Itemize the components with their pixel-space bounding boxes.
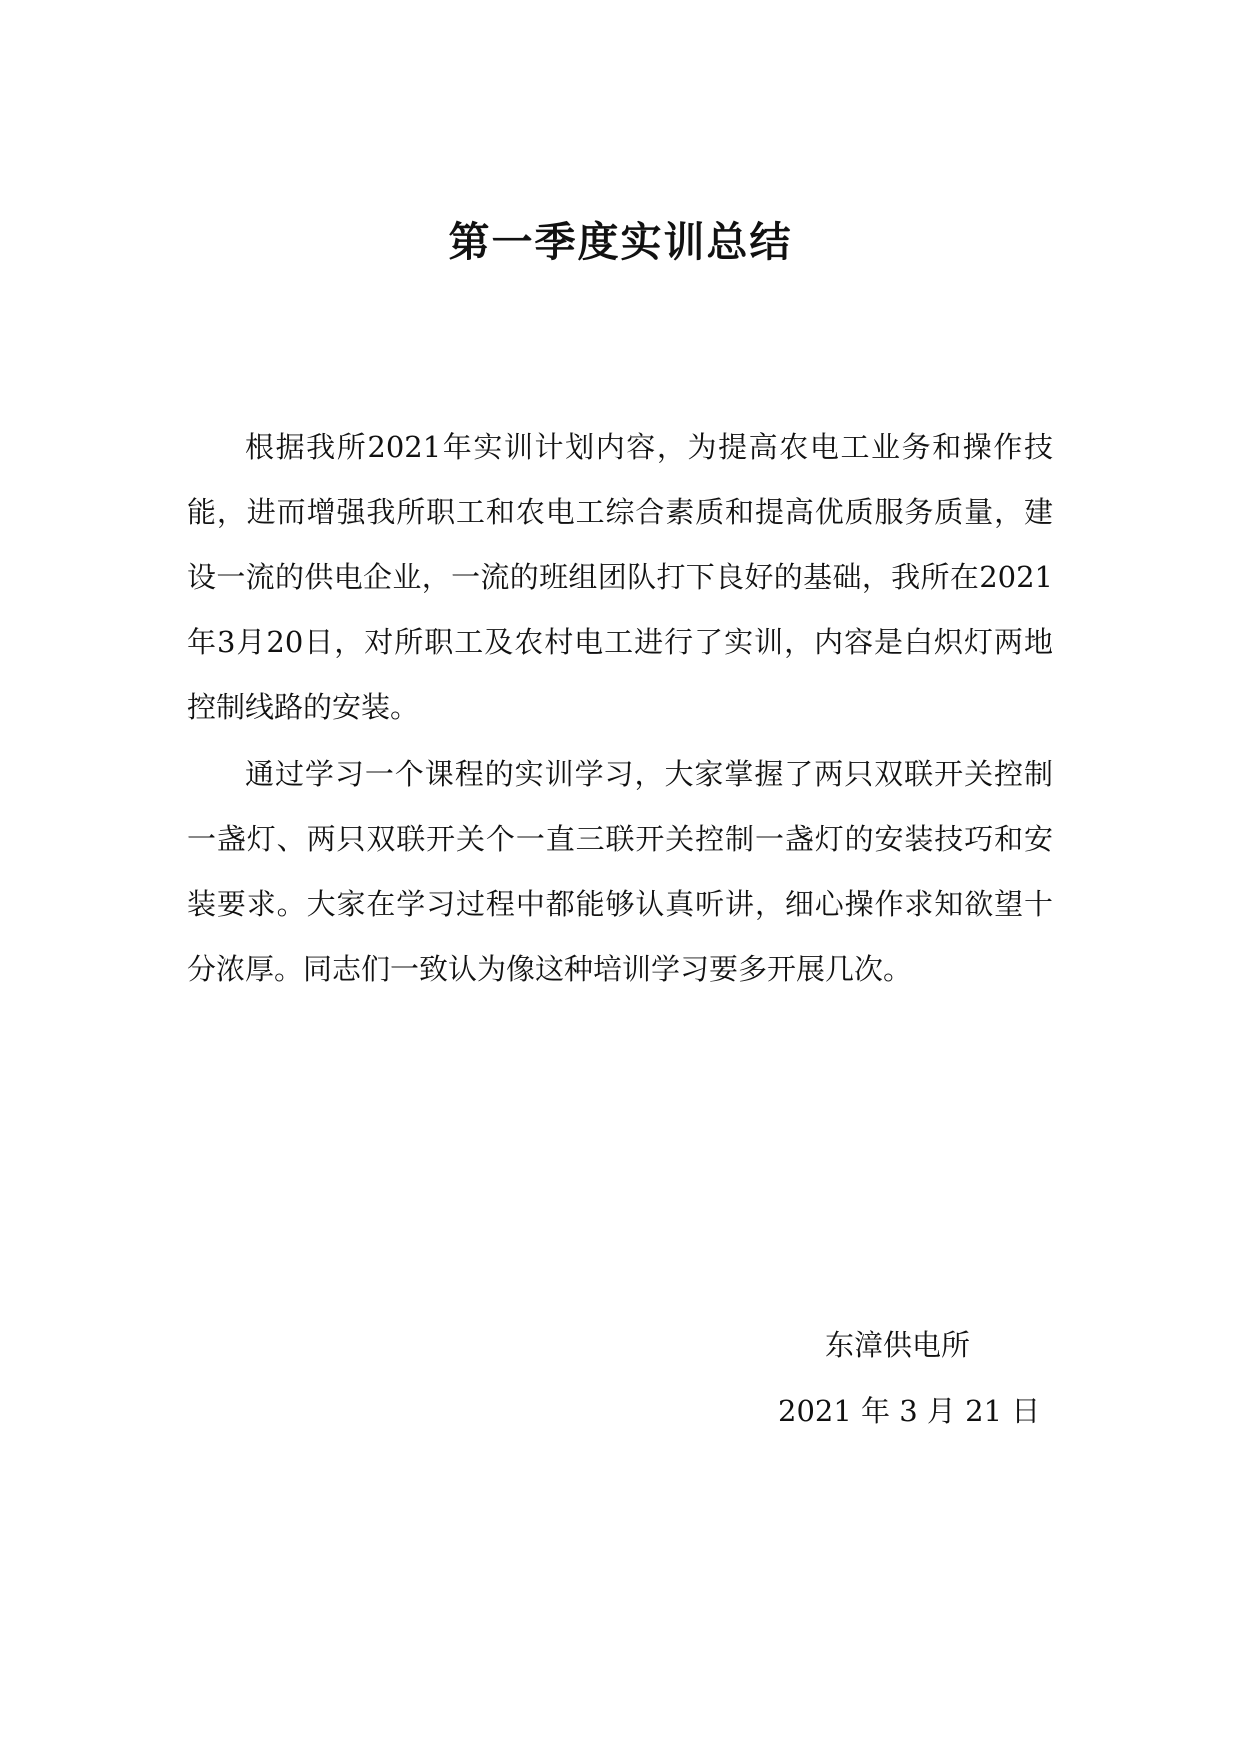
signature-organization: 东漳供电所	[825, 1328, 971, 1362]
document-title: 第一季度实训总结	[448, 218, 793, 266]
signature-date: 2021 年 3 月 21 日	[778, 1394, 1041, 1428]
body-paragraph-2: 通过学习一个课程的实训学习，大家掌握了两只双联开关控制一盏灯、两只双联开关个一直三联开关控制一盏灯的安装技巧和安装要求。大家在学习过程中都能够认真听讲，细心操作求知欲望十分浓厚。同志们一致认为像这种培训学习要多开展几次。	[187, 757, 1053, 986]
body-paragraph-1: 根据我所2021年实训计划内容，为提高农电工业务和操作技能，进而增强我所职工和农电工综合素质和提高优质服务质量，建设一流的供电企业，一流的班组团队打下良好的基础，我所在2021年3月20日，对所职工及农村电工进行了实训，内容是白炽灯两地控制线路的安装。	[187, 430, 1053, 724]
